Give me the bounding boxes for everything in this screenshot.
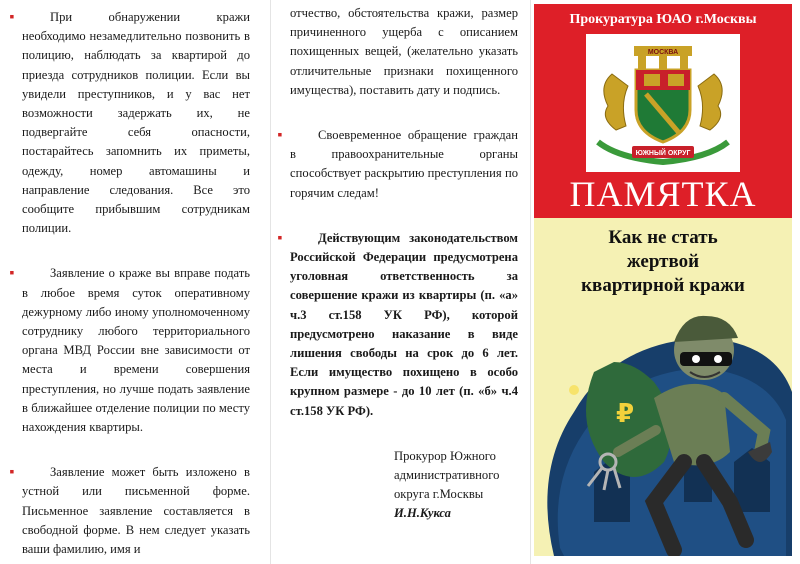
fold-line-2 (530, 0, 531, 564)
paragraph-submit-statement (9, 264, 250, 437)
paragraph-text: Заявление о краже вы вправе подать в любое время суток оперативному дежурному либо иному уполномоченному сотруднику любого территориального органа МВД России вне зависимости от места и времени совершения преступления, но лучше подать заявление в ближайшее отделение полиции по месту нахождения квартиры. (22, 266, 250, 435)
paragraph-text: Действующим законодательством Российской Федерации предусмотрена уголовная ответственность за совершение кражи из квартиры (п. «а» ч.3 ст.158 УК РФ), которой предусмотрено наказание в виде лишения свободы на срок до 6 лет. Если имущество похищено в особо крупном размере - до 10 лет (п. «б» ч.4 ст.158 УК РФ). (290, 230, 518, 418)
subtitle-line: жертвой (626, 251, 700, 272)
paragraph-report-theft (9, 8, 250, 238)
paragraph-text: При обнаружении кражи необходимо незамедлительно позвонить в полицию, наблюдать за квартирой до приезда сотрудников полиции. Если вы увидели преступников, и у вас нет возможности задержать их, не подвергайте себя опасности, постарайтесь запомнить их приметы, одежду, номер автомашины и направление следования. Все это сообщите прибывшим сотрудникам полиции. (22, 10, 250, 236)
paragraph-text: Своевременное обращение граждан в правоохранительные органы способствует раскрытию преступления по горячим следам! (290, 128, 518, 200)
left-column (0, 0, 266, 564)
fold-line-1 (270, 0, 271, 564)
bullet-icon: ▪ (277, 128, 283, 144)
paragraph-legislation (277, 229, 518, 421)
bag-ruble-symbol: ₽ (616, 399, 635, 429)
signature-line: административного (394, 467, 500, 482)
memo-title: ПАМЯТКА (569, 174, 757, 214)
bullet-icon: ▪ (9, 10, 15, 25)
middle-column (276, 0, 526, 564)
subtitle-line: квартирной кражи (581, 275, 745, 296)
prosecutor-office-title: Прокуратура ЮАО г.Москвы (569, 12, 757, 27)
cover-panel (534, 4, 792, 556)
subtitle-line: Как не стать (608, 227, 718, 248)
signature-block (394, 447, 518, 523)
signature-name: И.Н.Кукса (394, 505, 451, 520)
thief-icon (534, 302, 792, 556)
paragraph-statement-continued: отчество, обстоятельства кражи, размер причиненного ущерба с описанием похищенных вещей, (желательно указать отличительные признаки похищенного имущества), поставить дату и подпись. (290, 6, 518, 97)
signature-line: Прокурор Южного (394, 448, 496, 463)
coat-top-label: МОСКВА (647, 49, 679, 56)
bullet-icon: ▪ (9, 465, 15, 481)
bullet-icon: ▪ (9, 266, 15, 282)
coat-ribbon-label: ЮЖНЫЙ ОКРУГ (635, 150, 691, 157)
paragraph-statement-form (9, 463, 250, 559)
memo-subtitle (534, 226, 792, 298)
paragraph-text: Заявление может быть изложено в устной или письменной форме. Письменное заявление составляется в свободной форме. В нем следует указать ваши фамилию, имя и (22, 465, 250, 557)
bullet-icon: ▪ (277, 230, 283, 246)
paragraph-timely-appeal (277, 126, 518, 203)
signature-line: округа г.Москвы (394, 486, 484, 501)
coat-of-arms-icon (586, 34, 740, 172)
